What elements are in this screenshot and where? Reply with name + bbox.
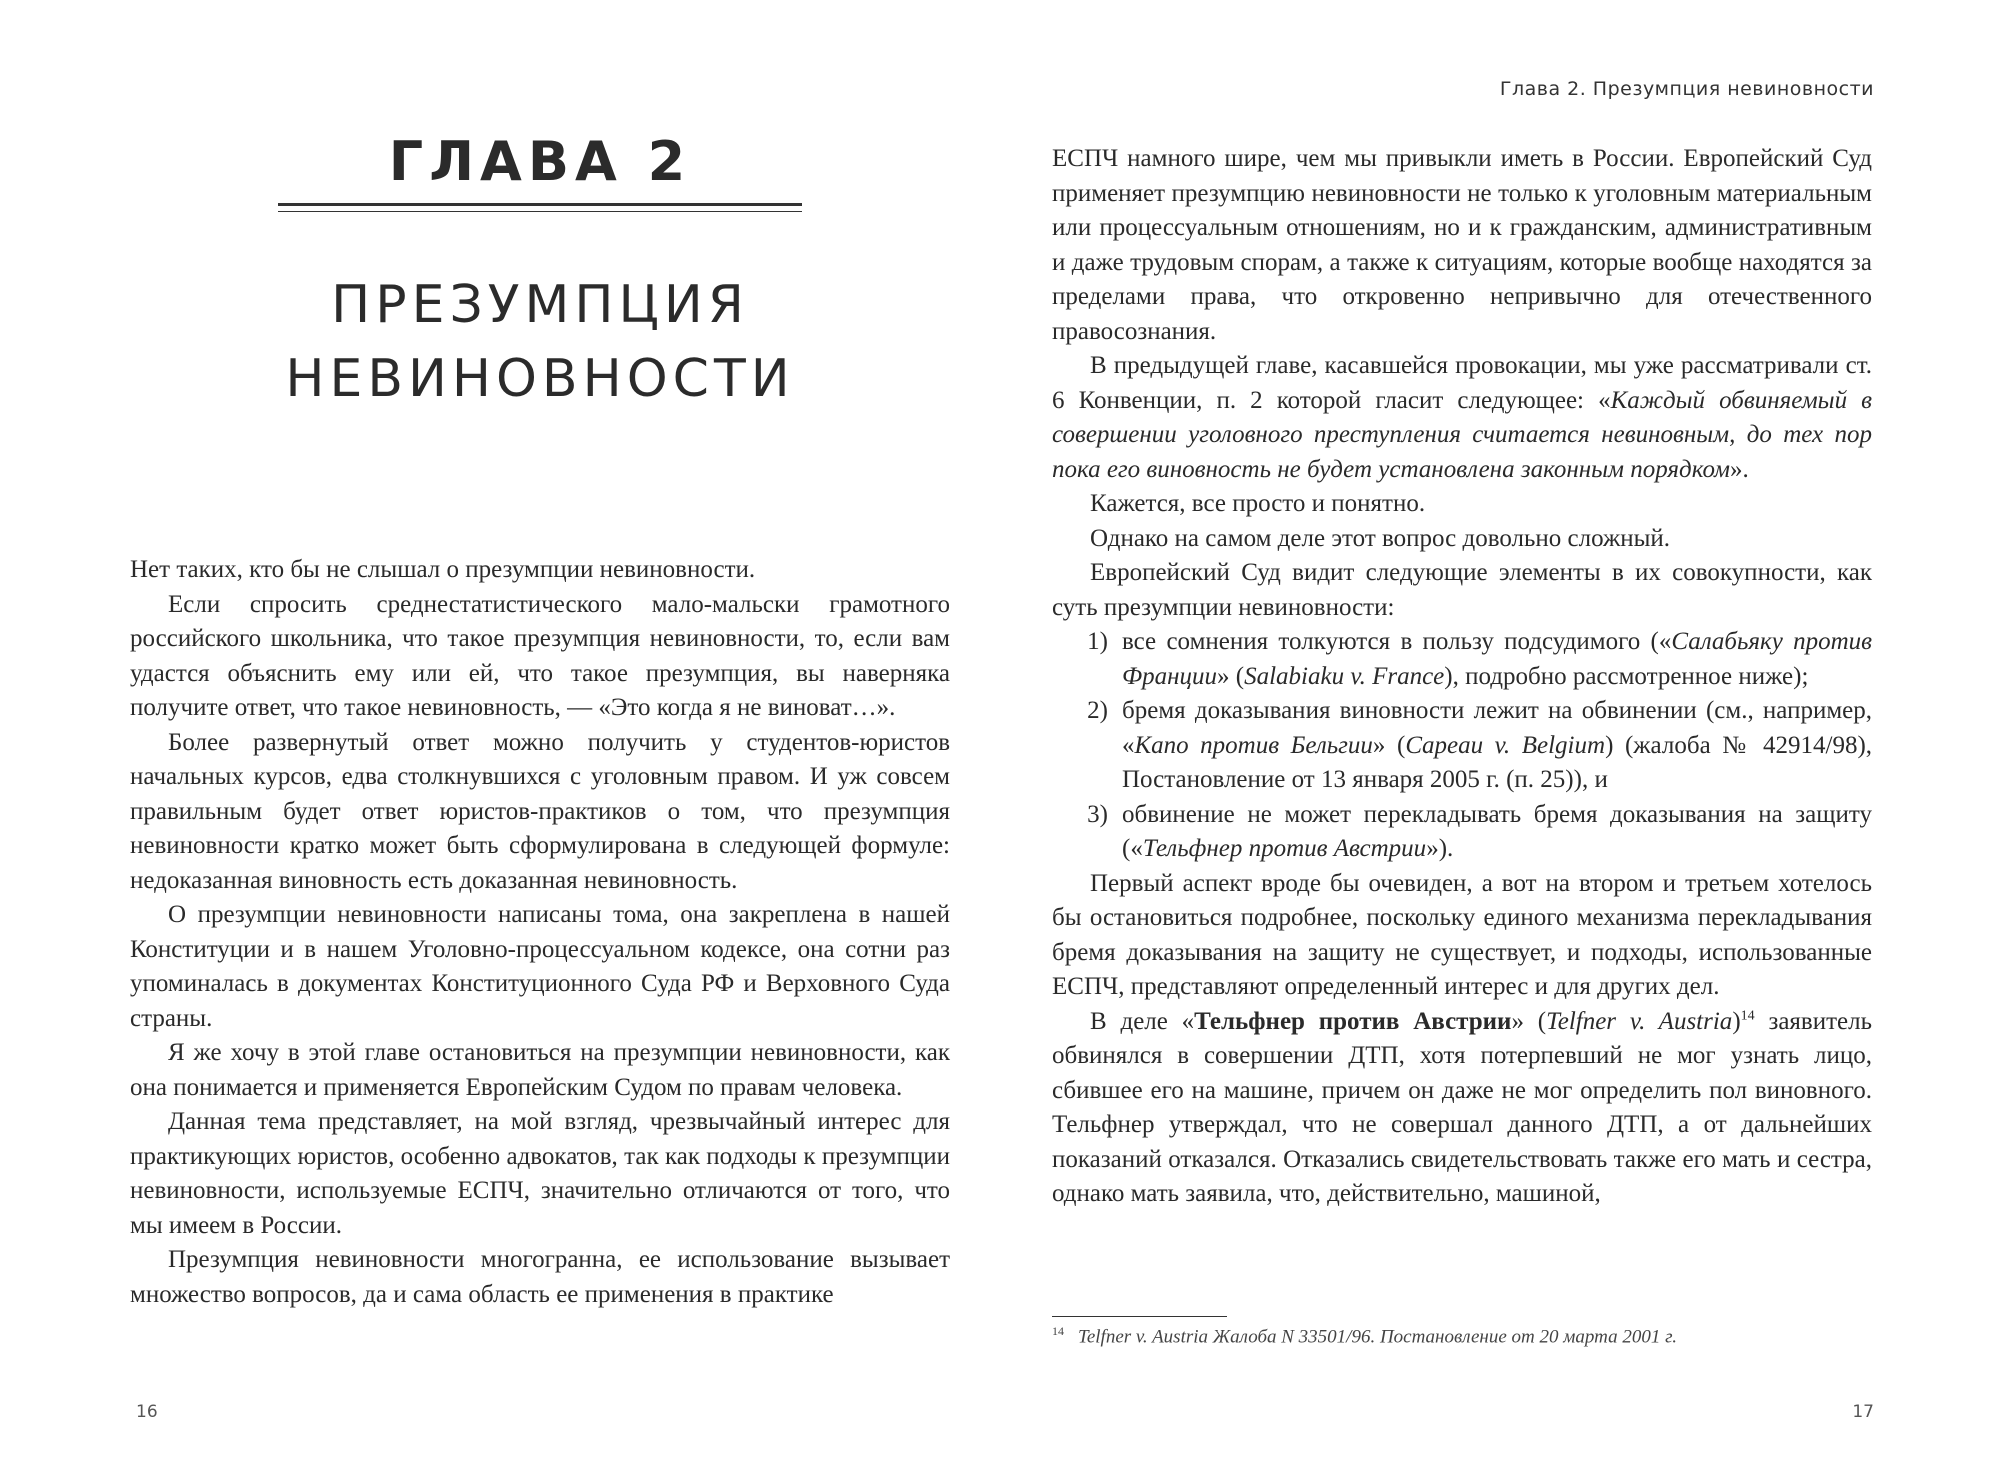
chapter-label: ГЛАВА 2 [388,130,692,193]
list-item [1052,798,1872,867]
paragraph: Кажется, все просто и понятно. [1090,490,1426,517]
case-name: Салабьяку против Франции [1122,628,1872,690]
page-number: 16 [136,1402,158,1422]
paragraph: Первый аспект вроде бы очевиден, а вот на втором и третьем хотелось бы остановиться подробнее, поскольку единого механизма перекладывания бремя доказывания на защиту не существует, и подходы, использованные ЕСПЧ, представляют определенный интерес и для других дел. [1052,869,1872,1000]
text-run: ), подробно рассмотренное ниже); [1444,662,1809,690]
paragraph: Данная тема представляет, на мой взгляд, чрезвычайный интерес для практикующих юристов, особенно адвокатов, так как подходы к презумпции невиновности, используемые ЕСПЧ, значительно отличаются от того, что мы имеем в России. [130,1108,950,1239]
text-run: все сомнения толкуются в пользу подсудимого (« [1122,628,1672,655]
page-number: 17 [1852,1402,1874,1422]
chapter-divider [278,203,802,212]
text-run: » ( [1372,731,1406,759]
paragraph: Однако на самом деле этот вопрос довольно сложный. [1090,524,1671,552]
list-text [1122,798,1872,867]
case-name: Тельфнер против Австрии [1142,835,1427,862]
paragraph: ЕСПЧ намного шире, чем мы привыкли иметь в России. Европейский Суд применяет презумпцию невиновности не только к уголовным материальным или процессуальным отношениям, но и к гражданским, административным и даже трудовым спорам, а также к ситуациям, которые вообще находятся за пределами права, что откровенно непривычно для отечественного правосознания. [1052,145,1872,345]
text-run: » ( [1511,1007,1547,1035]
text-run: ) [1732,1007,1741,1035]
left-body-text [130,553,950,1312]
text-run: заявитель обвинялся в совершении ДТП, хотя потерпевший не мог узнать лицо, сбившее его на машине, причем он даже не мог определить пол виновного. Тельфнер утверждал, что не совершал данного ДТП, а от дальнейших показаний отказался. Отказались свидетельствовать также его мать и сестра, однако мать заявила, что, действительно, машиной, [1052,1007,1872,1207]
paragraph: Нет таких, кто бы не слышал о презумпции невиновности. [130,556,756,583]
text-run: В предыдущей главе, касавшейся провокации, мы уже рассматривали ст. 6 Конвенции, п. 2 которой гласит следующее: « [1052,352,1872,414]
list-text [1122,694,1872,798]
case-name-latin: Salabiaku v. France [1244,662,1445,690]
paragraph: Европейский Суд видит следующие элементы в их совокупности, как суть презумпции невиновности: [1052,559,1872,621]
text-run: ». [1729,455,1749,483]
text-run: бремя доказывания виновности лежит на обвинении (см., например, « [1122,697,1872,759]
list-text [1122,625,1872,694]
list-number: 2) [1087,697,1108,724]
right-body-text [1052,142,1872,1212]
right-page [1000,0,2000,1470]
paragraph [1052,1005,1872,1212]
footnote-number: 14 [1052,1324,1064,1338]
list-number: 3) [1087,800,1108,828]
list-number: 1) [1087,628,1108,655]
paragraph: Презумпция невиновности многогранна, ее использование вызывает множество вопросов, да и сама область ее применения в практике [130,1246,950,1308]
case-name-bold: Тельфнер против Австрии [1194,1007,1512,1035]
case-name-latin: Capeau v. Belgium [1405,731,1606,759]
chapter-title-line: НЕВИНОВНОСТИ [285,349,795,409]
convention-quote: Каждый обвиняемый в совершении уголовного преступления считается невиновным, до тех пор пока его виновность не будет установлена законным порядком [1052,386,1873,483]
paragraph [1052,349,1872,487]
footnote [1052,1324,1872,1348]
text-run: » ( [1217,662,1245,690]
text-run: В деле « [1090,1007,1195,1035]
paragraph: О презумпции невиновности написаны тома, она закреплена в нашей Конституции и в нашем Уголовно-процессуальном кодексе, она сотни раз упоминалась в документах Конституционного Суда РФ и Верховного Суда страны. [130,901,950,1032]
list-item [1052,694,1872,798]
paragraph: Более развернутый ответ можно получить у студентов-юристов начальных курсов, едва столкнувшихся с уголовным правом. И уж совсем правильным будет ответ юристов-практиков о том, что презумпция невиновности кратко может быть сформулирована в следующей формуле: недоказанная виновность есть доказанная невиновность. [130,728,950,894]
text-run: »). [1426,835,1454,862]
chapter-title [200,268,880,416]
chapter-title-line: ПРЕЗУМПЦИЯ [331,275,749,335]
paragraph: Если спросить среднестатистического мало-мальски грамотного российского школьника, что такое презумпция невиновности, то, если вам удастся объяснить ему или ей, что такое презумпция, вы наверняка получите ответ, что такое невиновность, — «Это когда я не виноват…». [130,590,950,721]
footnote-text: Telfner v. Austria Жалоба N 33501/96. Постановление от 20 марта 2001 г. [1078,1326,1677,1348]
paragraph: Я же хочу в этой главе остановиться на презумпции невиновности, как она понимается и применяется Европейским Судом по правам человека. [130,1039,950,1101]
footnote-divider [1052,1316,1227,1317]
text-run: ) (жалоба № 42914/98), Постановление от 13 января 2005 г. (п. 25)), и [1122,731,1873,793]
case-name: Капо против Бельгии [1134,731,1373,759]
footnote-ref: 14 [1740,1008,1755,1024]
text-run: обвинение не может перекладывать бремя доказывания на защиту (« [1122,800,1872,862]
running-head: Глава 2. Презумпция невиновности [1499,78,1874,100]
list-item [1052,625,1872,694]
case-name-latin: Telfner v. Austria [1546,1007,1733,1035]
